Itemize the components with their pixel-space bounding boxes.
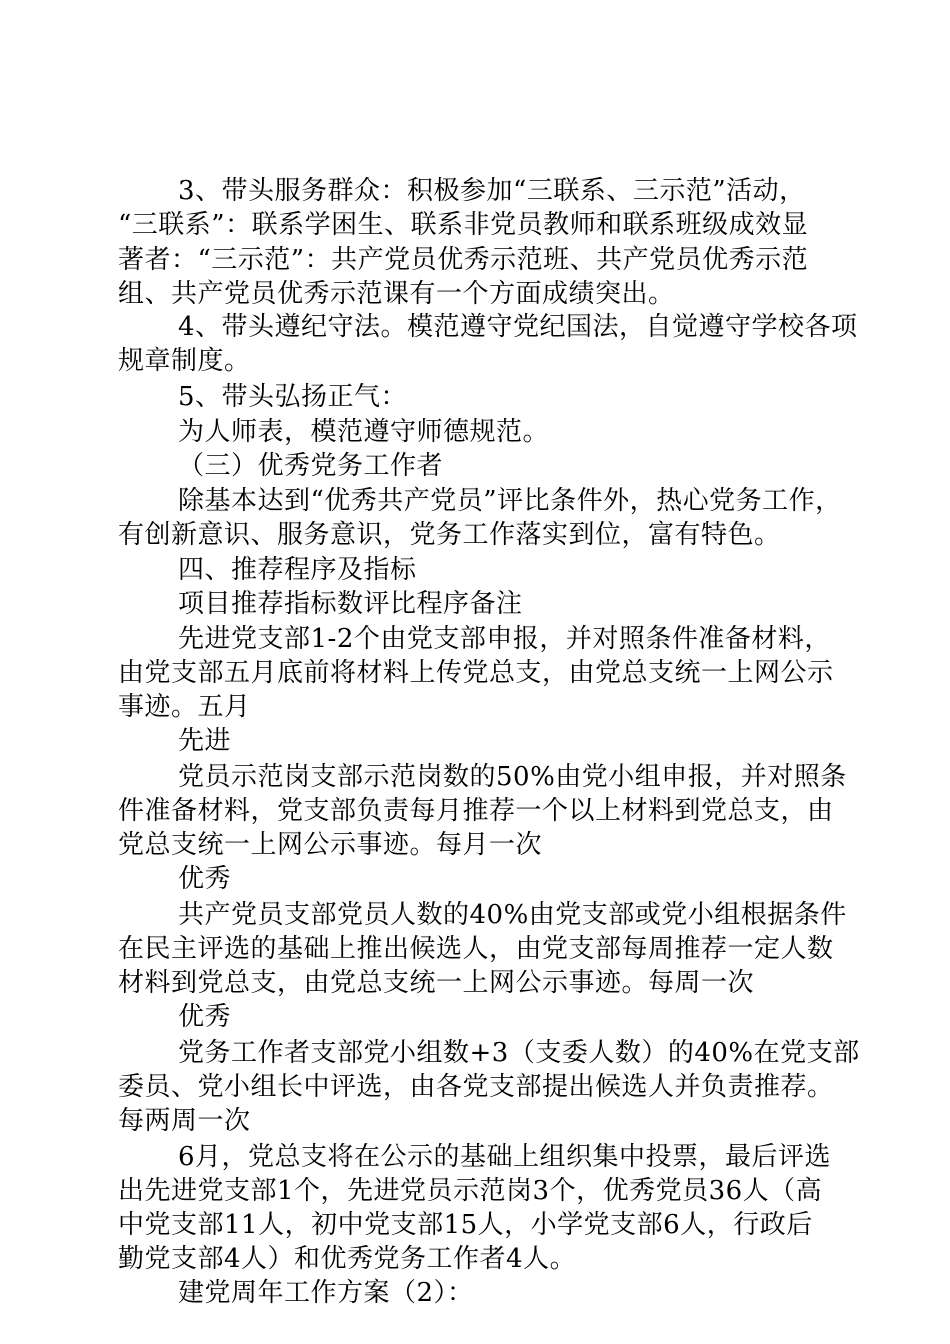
text-line: 先进: [178, 726, 232, 756]
text-line: 为人师表，模范遵守师德规范。: [178, 417, 550, 447]
text-line: 共产党员支部党员人数的40%由党支部或党小组根据条件: [178, 900, 847, 930]
text-line: 项目推荐指标数评比程序备注: [178, 589, 523, 619]
text-line: 组、共产党员优秀示范课有一个方面成绩突出。: [118, 279, 675, 309]
text-line: 中党支部11人，初中党支部15人，小学党支部6人，行政后: [118, 1210, 813, 1240]
text-line: 优秀: [178, 864, 232, 894]
text-line: 3、带头服务群众：积极参加“三联系、三示范”活动，: [178, 176, 806, 206]
text-line: 规章制度。: [118, 346, 251, 376]
text-line: “三联系”：联系学困生、联系非党员教师和联系班级成效显: [118, 210, 809, 240]
text-line: 出先进党支部1个，先进党员示范岗3个，优秀党员36人（高: [118, 1176, 823, 1206]
text-line: 每两周一次: [118, 1106, 251, 1136]
text-line: 优秀: [178, 1002, 232, 1032]
text-line: （三）优秀党务工作者: [178, 451, 444, 481]
text-line: 4、带头遵纪守法。模范遵守党纪国法，自觉遵守学校各项: [178, 312, 858, 342]
text-line: 建党周年工作方案（2）：: [178, 1278, 474, 1308]
text-line: 勤党支部4人）和优秀党务工作者4人。: [118, 1244, 577, 1274]
text-line: 6月，党总支将在公示的基础上组织集中投票，最后评选: [178, 1142, 832, 1172]
text-line: 党总支统一上网公示事迹。每月一次: [118, 830, 543, 860]
text-line: 有创新意识、服务意识，党务工作落实到位，富有特色。: [118, 520, 781, 550]
text-line: 著者：“三示范”：共产党员优秀示范班、共产党员优秀示范: [118, 245, 809, 275]
text-line: 党员示范岗支部示范岗数的50%由党小组申报，并对照条: [178, 762, 847, 792]
text-line: 在民主评选的基础上推出候选人，由党支部每周推荐一定人数: [118, 934, 834, 964]
text-line: 事迹。五月: [118, 692, 251, 722]
text-line: 由党支部五月底前将材料上传党总支，由党总支统一上网公示: [118, 658, 834, 688]
text-line: 党务工作者支部党小组数+3（支委人数）的40%在党支部: [178, 1038, 860, 1068]
text-line: 委员、党小组长中评选，由各党支部提出候选人并负责推荐。: [118, 1072, 834, 1102]
text-line: 除基本达到“优秀共产党员”评比条件外，热心党务工作，: [178, 486, 842, 516]
text-line: 先进党支部1-2个由党支部申报，并对照条件准备材料，: [178, 624, 831, 654]
text-line: 5、带头弘扬正气：: [178, 382, 408, 412]
text-line: 件准备材料，党支部负责每月推荐一个以上材料到党总支，由: [118, 796, 834, 826]
text-line: 材料到党总支，由党总支统一上网公示事迹。每周一次: [118, 968, 755, 998]
text-line: 四、推荐程序及指标: [178, 555, 417, 585]
